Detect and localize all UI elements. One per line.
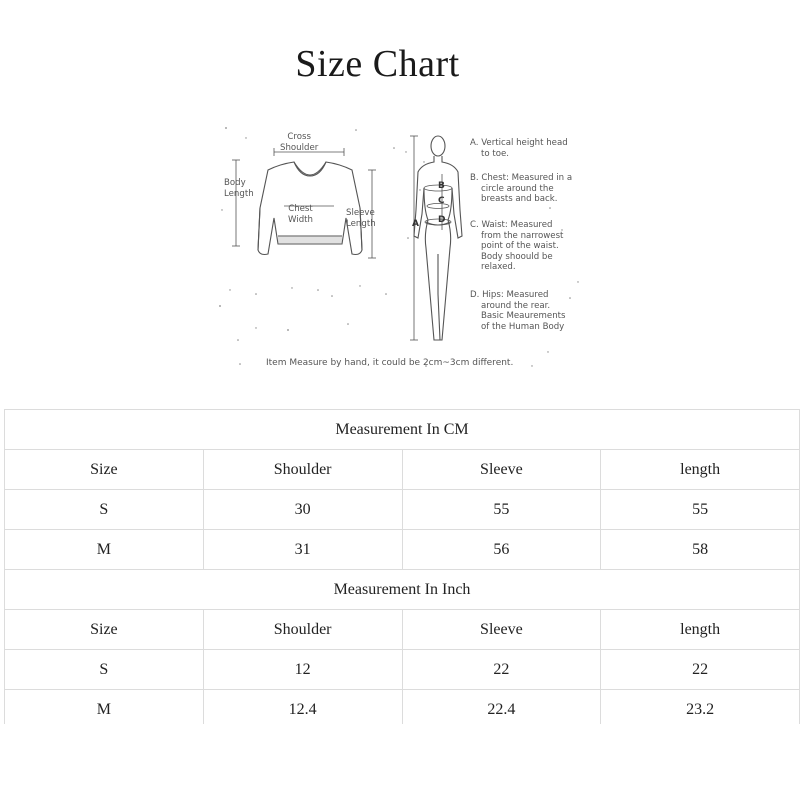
note-line: Body shoould be [481,251,553,262]
note-line: C. Waist: Measured [470,220,553,230]
table-caption-row [5,570,800,610]
table-cell: 56 [402,530,601,570]
note-line: point of the waist. [481,241,559,251]
table-row [5,490,800,530]
cm-caption: Measurement In CM [5,410,800,450]
header-cell: Sleeve [402,450,601,490]
body-length-label [224,178,254,199]
table-header-row [5,450,800,490]
header-cell: Size [5,450,204,490]
header-cell: length [601,450,800,490]
table-cell: 22.4 [402,690,601,730]
note-line: to toe. [481,148,510,159]
letter-c: C [438,196,445,206]
table-cell: S [5,650,204,690]
letter-b: B [438,181,445,191]
label-line: Length [224,188,254,199]
header-cell: Shoulder [203,610,402,650]
label-line: Cross [287,132,311,142]
note-line: relaxed. [481,262,516,272]
bottom-whitespace [0,724,800,800]
note-line: breasts and back. [481,194,558,204]
size-table [4,409,800,730]
note-line: around the rear. [481,300,551,311]
table-cell: 58 [601,530,800,570]
letter-a: A [412,219,419,229]
measure-footnote: Item Measure by hand, it could be 2cm~3cm different. [266,358,514,368]
table-caption-row [5,410,800,450]
note-line: B. Chest: Measured in a [470,173,573,183]
table-cell: 23.2 [601,690,800,730]
label-line: Chest [288,204,313,214]
label-line: Shoulder [280,142,319,153]
label-line: Body [224,178,246,188]
table-header-row [5,610,800,650]
table-cell: 55 [402,490,601,530]
table-cell: 12.4 [203,690,402,730]
table-cell: M [5,530,204,570]
note-a [470,138,568,159]
table-cell: S [5,490,204,530]
table-cell: 30 [203,490,402,530]
table-cell: M [5,690,204,730]
note-line: of the Human Body [481,321,565,332]
garment-shading [278,236,342,244]
letter-d: D [438,215,446,225]
table-cell: 22 [601,650,800,690]
label-line: Length [346,218,376,229]
note-line: A. Vertical height head [470,138,568,148]
inch-caption: Measurement In Inch [5,570,800,610]
note-line: from the narrowest [481,230,564,241]
header-cell: Sleeve [402,610,601,650]
page-title: Size Chart [295,43,460,85]
header-cell: Size [5,610,204,650]
table-cell: 22 [402,650,601,690]
table-row [5,530,800,570]
chest-width-label [288,204,313,225]
label-line: Width [288,214,313,225]
note-c [470,220,563,273]
note-d [470,290,565,332]
table-cell: 55 [601,490,800,530]
label-line: Sleeve [346,208,375,218]
header-cell: Shoulder [203,450,402,490]
note-line: Basic Meaurements [481,311,566,321]
note-b [470,173,572,205]
table-row [5,650,800,690]
header-cell: length [601,610,800,650]
cross-shoulder-label [280,132,318,153]
table-cell: 31 [203,530,402,570]
sleeve-length-label [346,208,376,229]
body-figure [414,136,462,340]
measurement-diagram [210,118,590,380]
note-line: D. Hips: Measured [470,290,549,300]
table-cell: 12 [203,650,402,690]
note-line: circle around the [481,183,554,194]
